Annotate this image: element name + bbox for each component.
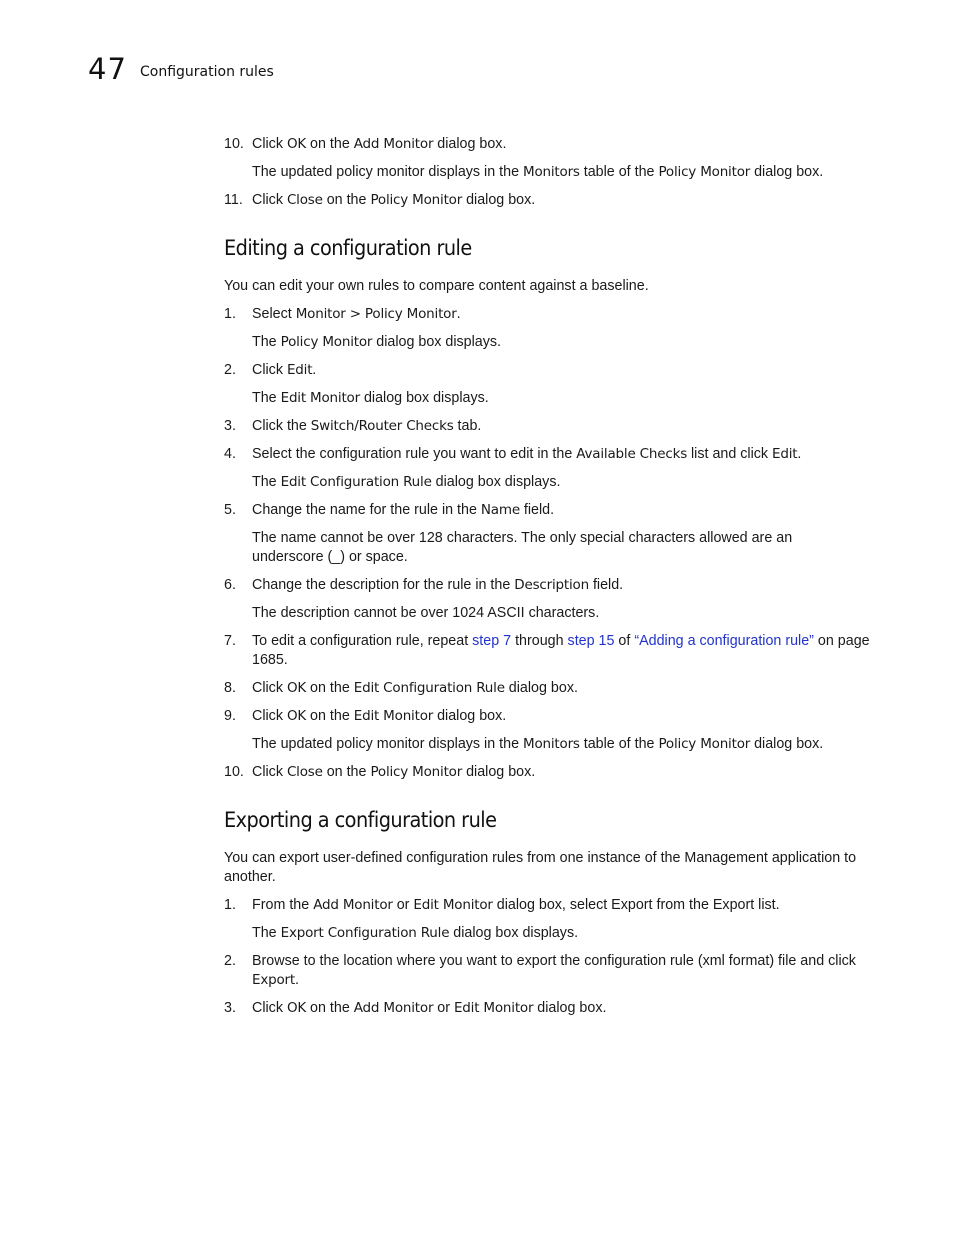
chapter-number: 47 (88, 52, 127, 86)
step-number: 2. (224, 362, 236, 378)
step-15-link[interactable]: step 15 (567, 633, 615, 649)
step-number: 1. (224, 897, 236, 913)
step-number: 9. (224, 708, 236, 724)
step-number: 2. (224, 953, 236, 969)
step-number: 8. (224, 680, 236, 696)
step-number: 3. (224, 1000, 236, 1016)
step-7-link[interactable]: step 7 (472, 633, 512, 649)
section-heading-editing: Editing a configuration rule (224, 236, 472, 260)
editing-intro: You can edit your own rules to compare content against a baseline. (224, 278, 649, 294)
step-number: 10. (224, 136, 244, 152)
adding-configuration-rule-link[interactable]: “Adding a configuration rule” (634, 633, 814, 649)
exporting-intro: You can export user-defined configuration rules from one instance of the Management application to another. (224, 850, 857, 885)
step-number: 1. (224, 306, 236, 322)
step-number: 5. (224, 502, 236, 518)
step-number: 10. (224, 764, 244, 780)
running-header-title: Configuration rules (140, 64, 274, 80)
section-heading-exporting: Exporting a configuration rule (224, 808, 497, 832)
step-number: 4. (224, 446, 236, 462)
step-number: 3. (224, 418, 236, 434)
step-number: 7. (224, 633, 236, 649)
step-number: 6. (224, 577, 236, 593)
step-number: 11. (224, 192, 243, 208)
